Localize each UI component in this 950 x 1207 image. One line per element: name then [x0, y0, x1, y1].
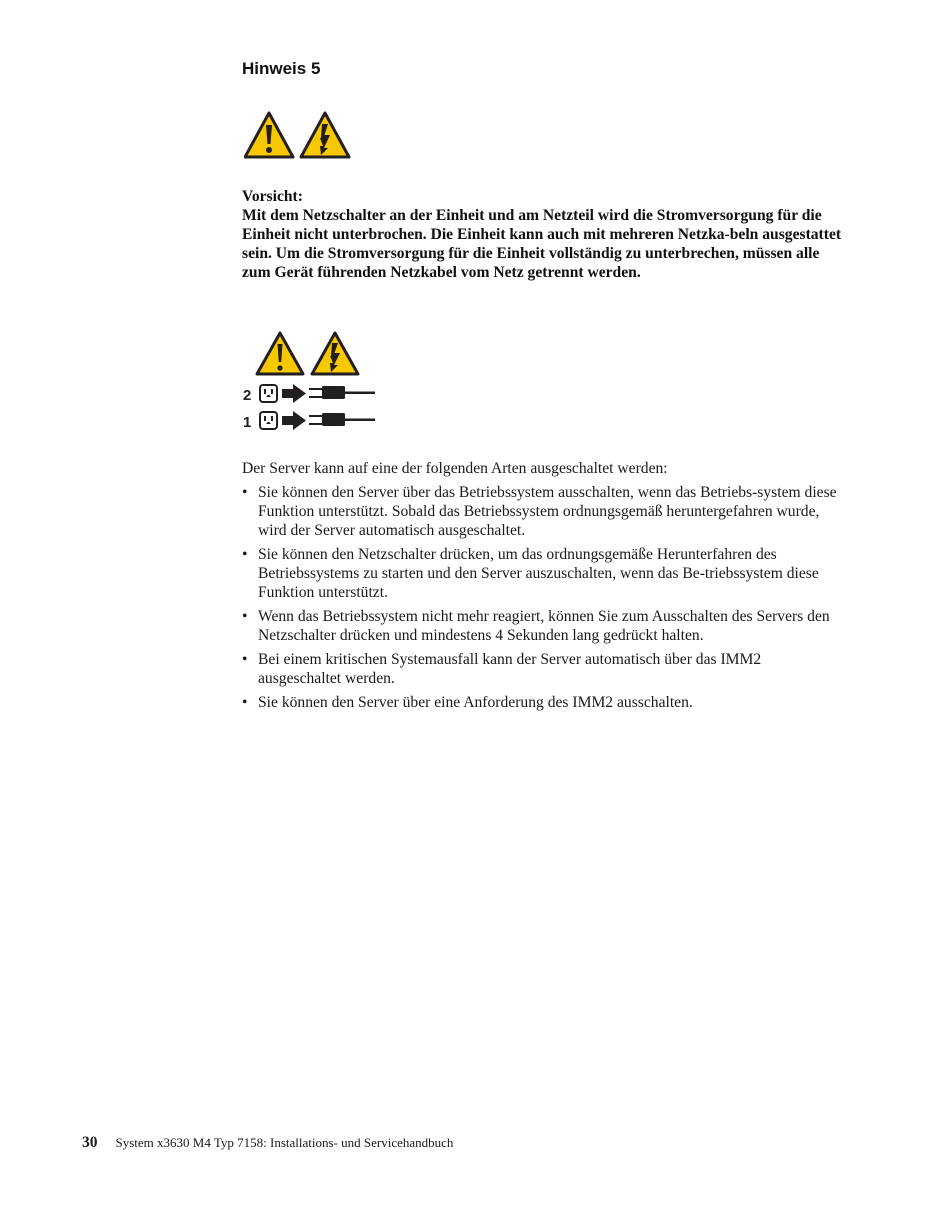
- page-number: 30: [82, 1134, 98, 1151]
- cord-label-1: 1: [243, 414, 252, 431]
- outlet-icon: [260, 412, 277, 429]
- list-item-text: Bei einem kritischen Systemausfall kann der Server automatisch über das IMM2 ausgeschaltet werden.: [258, 651, 762, 687]
- caution-block: [242, 187, 842, 282]
- arrow-icon: [282, 384, 306, 403]
- list-item: [242, 483, 842, 540]
- bullet-marker: •: [242, 608, 248, 625]
- list-item-text: Sie können den Netzschalter drücken, um das ordnungsgemäße Herunterfahren des Betriebssystems zu starten und den Server auszuschalten, wenn das Be-triebssystem diese Funktion unterstützt.: [258, 546, 819, 601]
- document-title: System x3630 M4 Typ 7158: Installations- und Servicehandbuch: [115, 1135, 454, 1150]
- bullet-marker: •: [242, 546, 248, 563]
- warning-exclamation-icon: [245, 113, 293, 157]
- bullet-marker: •: [242, 694, 248, 711]
- cord-label-2: 2: [243, 387, 252, 404]
- warning-exclamation-icon: [257, 333, 303, 374]
- list-item: [242, 607, 842, 645]
- arrow-icon: [282, 411, 306, 430]
- list-item: [242, 693, 842, 712]
- electrical-hazard-icon: [301, 113, 349, 157]
- intro-text: Der Server kann auf eine der folgenden Arten ausgeschaltet werden:: [242, 460, 668, 477]
- page-footer: [82, 1134, 453, 1152]
- power-plug-icon: [309, 413, 375, 426]
- caution-label: Vorsicht:: [242, 188, 303, 205]
- caution-text: Mit dem Netzschalter an der Einheit und am Netzteil wird die Stromversorgung für die Einheit nicht unterbrochen. Die Einheit kann auch mit mehreren Netzka-beln ausgestattet sein. Um die Stromversorgung für die Einheit vollständig zu unterbrechen, müssen alle zum Gerät führenden Netzkabel vom Netz getrennt werden.: [242, 207, 842, 281]
- bullet-marker: •: [242, 484, 248, 501]
- electrical-hazard-icon: [312, 333, 358, 374]
- list-item-text: Sie können den Server über eine Anforderung des IMM2 ausschalten.: [258, 694, 693, 711]
- list-item: [242, 650, 842, 688]
- list-item-text: Sie können den Server über das Betriebssystem ausschalten, wenn das Betriebs-system diese Funktion unterstützt. Sobald das Betriebssystem ordnungsgemäß heruntergefahren wurde, wird der Server automatisch ausgeschaltet.: [258, 484, 837, 539]
- power-cord-figure: [241, 330, 381, 434]
- bullet-marker: •: [242, 651, 248, 668]
- shutdown-methods-list: [242, 483, 842, 717]
- hazard-icons: [244, 111, 352, 159]
- list-item: [242, 545, 842, 602]
- power-plug-icon: [309, 386, 375, 399]
- list-item-text: Wenn das Betriebssystem nicht mehr reagiert, können Sie zum Ausschalten des Servers den Netzschalter drücken und mindestens 4 Sekunden lang gedrückt halten.: [258, 608, 830, 644]
- outlet-icon: [260, 385, 277, 402]
- notice-heading: Hinweis 5: [242, 59, 321, 78]
